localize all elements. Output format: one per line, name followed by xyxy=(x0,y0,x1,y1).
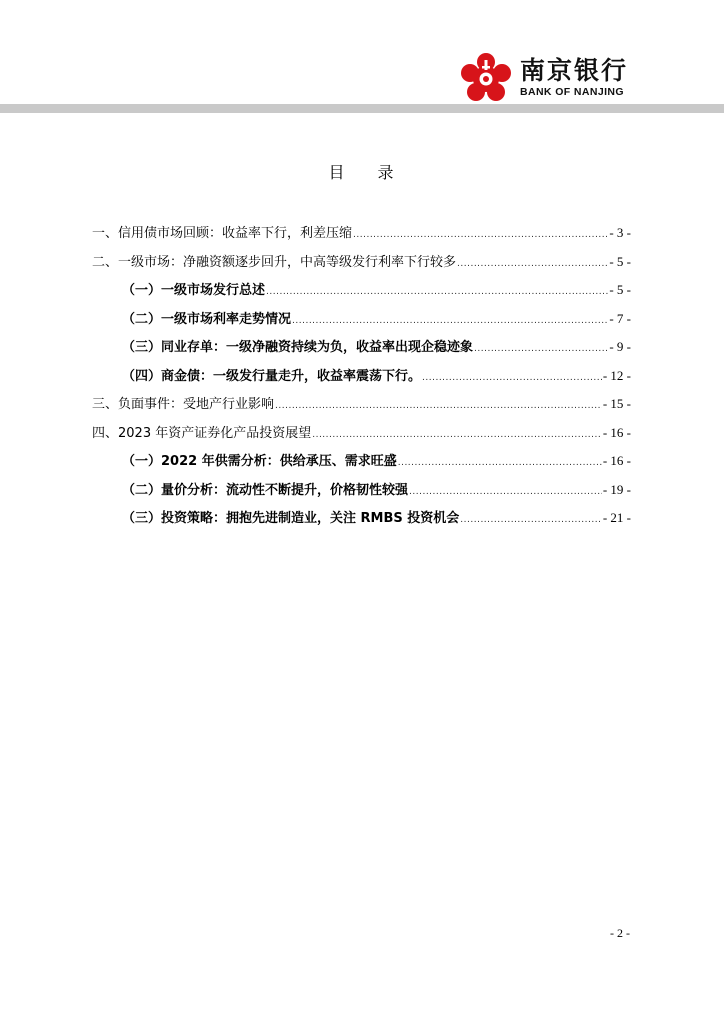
toc-entry[interactable] xyxy=(92,450,631,479)
page-number: - 2 - xyxy=(610,926,630,940)
toc-entry[interactable] xyxy=(92,251,631,280)
toc-entry[interactable] xyxy=(92,479,631,508)
toc-leader-dots xyxy=(275,401,602,411)
toc-entry[interactable] xyxy=(92,507,631,536)
toc-entry-title: （一）一级市场发行总述 xyxy=(122,283,266,298)
toc-entry-page: - 3 - xyxy=(609,225,631,240)
toc-entry-page: - 19 - xyxy=(602,481,631,497)
toc-entry[interactable] xyxy=(92,365,631,394)
toc-title: 目 录 xyxy=(328,163,408,182)
toc-entry[interactable] xyxy=(92,279,631,308)
bank-of-nanjing-logo-icon xyxy=(460,52,512,104)
toc-entry-page: - 16 - xyxy=(602,424,631,440)
toc-entry-title: 三、负面事件：受地产行业影响 xyxy=(92,397,275,412)
toc-leader-dots xyxy=(292,316,608,326)
page-header xyxy=(0,0,724,115)
toc-entry-page: - 21 - xyxy=(602,510,631,525)
toc-entry-title: （二）量价分析：流动性不断提升，价格韧性较强 xyxy=(122,482,409,498)
toc-leader-dots xyxy=(312,430,602,440)
toc-entry-title: （三）同业存单：一级净融资持续为负，收益率出现企稳迹象 xyxy=(122,340,474,355)
toc-entry-page: - 9 - xyxy=(609,339,631,354)
toc-entry-title: （三）投资策略：拥抱先进制造业，关注 RMBS 投资机会 xyxy=(122,511,460,526)
toc-entry-page: - 16 - xyxy=(602,453,631,468)
toc-leader-dots xyxy=(409,487,602,497)
toc-entry[interactable] xyxy=(92,393,631,422)
toc-entry-page: - 5 - xyxy=(609,253,631,269)
toc-entry[interactable] xyxy=(92,222,631,251)
toc-leader-dots xyxy=(460,515,602,525)
logo-chinese-name: 南京银行 xyxy=(519,56,628,86)
toc-entry-page: - 15 - xyxy=(602,396,631,411)
toc-entry-title: 一、信用债市场回顾：收益率下行，利差压缩 xyxy=(92,226,353,241)
table-of-contents xyxy=(92,222,631,536)
header-divider-bar xyxy=(0,104,724,113)
toc-entry[interactable] xyxy=(92,336,631,365)
bank-logo xyxy=(460,52,628,104)
toc-entry-title: （二）一级市场利率走势情况 xyxy=(122,311,292,327)
toc-entry-page: - 7 - xyxy=(609,310,631,326)
toc-entry-title: （一）2022 年供需分析：供给承压、需求旺盛 xyxy=(122,454,397,469)
toc-entry-title: 二、一级市场：净融资额逐步回升，中高等级发行利率下行较多 xyxy=(92,254,457,270)
toc-leader-dots xyxy=(398,458,602,468)
toc-entry-title: 四、2023 年资产证券化产品投资展望 xyxy=(92,425,312,441)
logo-english-name: BANK OF NANJING xyxy=(519,86,624,99)
toc-entry-page: - 5 - xyxy=(609,282,631,297)
toc-leader-dots xyxy=(474,344,608,354)
toc-entry[interactable] xyxy=(92,422,631,451)
toc-leader-dots xyxy=(353,230,608,240)
toc-leader-dots xyxy=(266,287,608,297)
toc-leader-dots xyxy=(457,259,608,269)
toc-entry-title: （四）商金债：一级发行量走升，收益率震荡下行。 xyxy=(122,368,422,384)
toc-leader-dots xyxy=(422,373,602,383)
toc-entry-page: - 12 - xyxy=(602,367,631,383)
toc-entry[interactable] xyxy=(92,308,631,337)
